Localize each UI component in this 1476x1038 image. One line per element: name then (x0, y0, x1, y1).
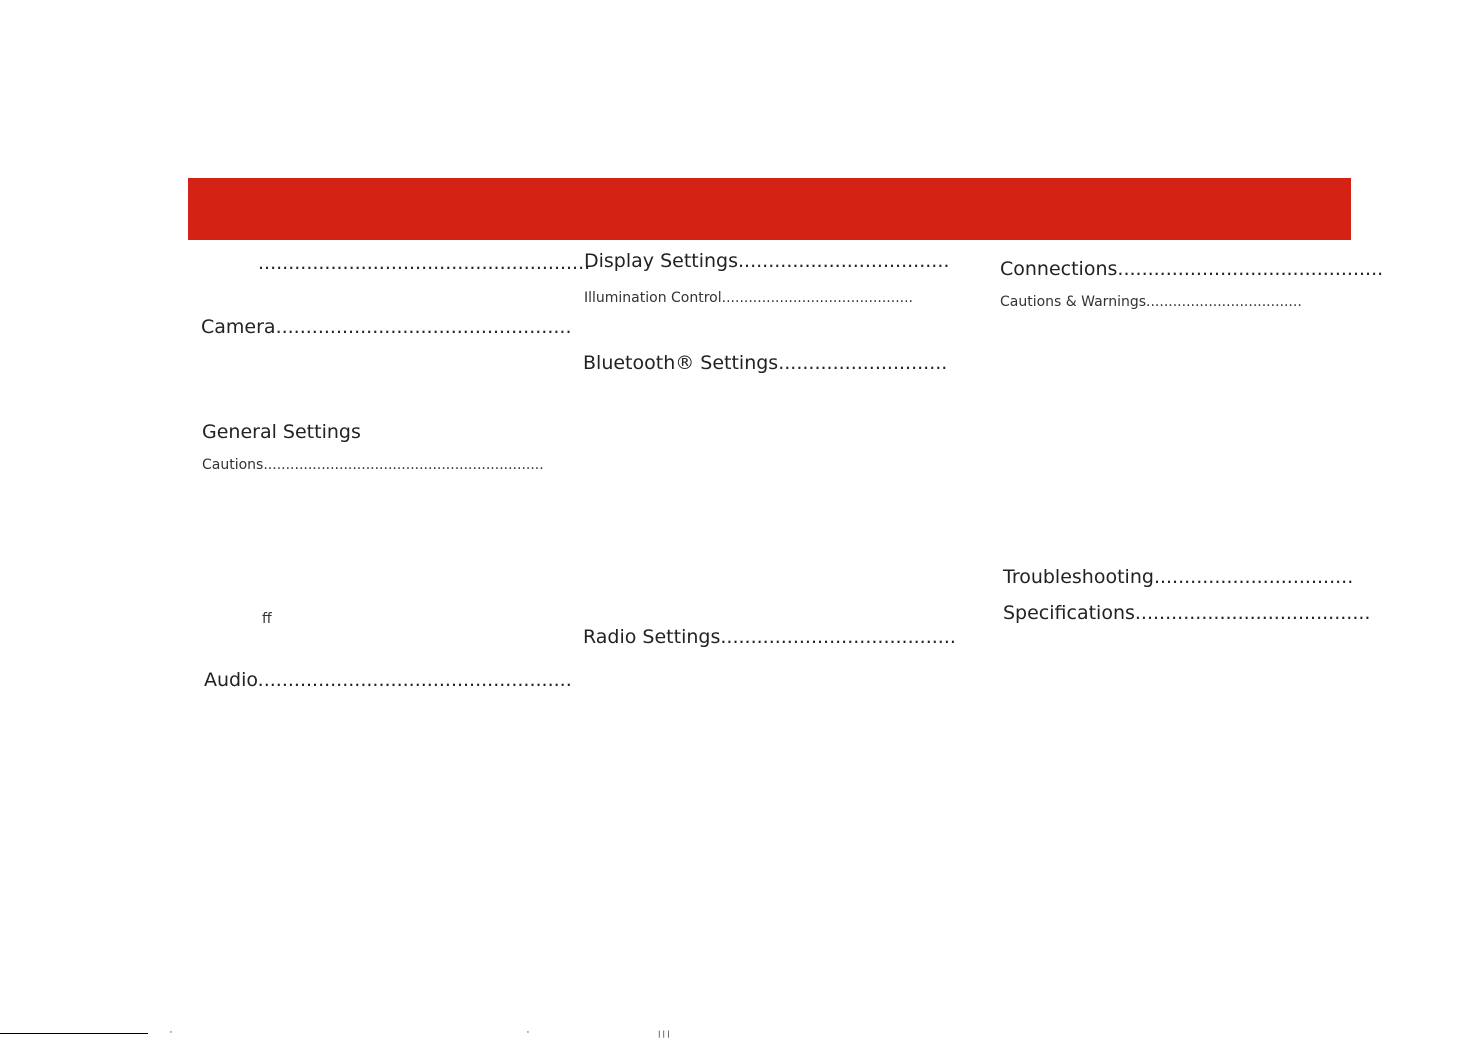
toc-title-cautions-warnings: Cautions & Warnings (1000, 294, 1147, 310)
toc-entry-display-settings[interactable] (584, 250, 950, 273)
toc-entry-troubleshooting[interactable] (1003, 566, 1354, 589)
toc-title-general-settings: General Settings (202, 421, 361, 443)
toc-entry-illumination-control[interactable] (584, 290, 913, 307)
toc-title-radio-settings: Radio Settings (583, 626, 721, 648)
toc-title-cautions: Cautions (202, 457, 264, 473)
toc-leader-dots: ............................ (778, 352, 948, 374)
toc-title-bluetooth-settings: Bluetooth® Settings (583, 352, 779, 374)
footer-rule (0, 1033, 148, 1034)
section-banner (188, 178, 1351, 240)
toc-title-illumination-control: Illumination Control (584, 290, 722, 306)
footer-mark: | | | (658, 1030, 670, 1038)
footer-mark: ' (170, 1030, 172, 1038)
toc-leader-dots: ....................................... (720, 626, 956, 648)
toc-entry-connections[interactable] (1000, 258, 1384, 281)
toc-entry-specifications[interactable] (1003, 602, 1371, 625)
toc-leader-dots: .................................................... (257, 669, 572, 691)
toc-entry-radio-settings[interactable] (583, 626, 956, 649)
footer-mark: ' (527, 1030, 529, 1038)
toc-entry-first[interactable] (258, 252, 591, 275)
toc-title-troubleshooting: Troubleshooting (1003, 566, 1154, 588)
toc-entry-cautions-warnings[interactable] (1000, 294, 1302, 311)
toc-title-connections: Connections (1000, 258, 1118, 280)
toc-title-camera: Camera (201, 316, 276, 338)
toc-title-specifications: Specifications (1003, 602, 1135, 624)
toc-leader-dots: ................................. (1153, 566, 1354, 588)
toc-entry-cautions[interactable] (202, 457, 544, 474)
toc-title-display-settings: Display Settings (584, 250, 739, 272)
toc-entry-camera[interactable] (201, 316, 572, 339)
toc-leader-dots: ................................... (1146, 294, 1302, 310)
toc-entry-audio[interactable] (204, 669, 572, 692)
toc-entry-general-settings[interactable] (202, 421, 518, 444)
toc-leader-dots: ................................................. (275, 316, 572, 338)
toc-leader-dots: ............................................................... (263, 457, 544, 473)
toc-leader-dots: ........................................... (721, 290, 913, 306)
toc-leader-dots: ....................................................... (258, 252, 591, 274)
toc-fragment-ff (262, 611, 292, 628)
toc-title-audio: Audio (204, 669, 258, 691)
toc-entry-bluetooth-settings[interactable] (583, 352, 948, 375)
toc-fragment-text: ff (262, 611, 272, 627)
toc-leader-dots: ............................................ (1117, 258, 1384, 280)
toc-leader-dots: ................................... (738, 250, 950, 272)
toc-leader-dots: ....................................... (1134, 602, 1371, 624)
